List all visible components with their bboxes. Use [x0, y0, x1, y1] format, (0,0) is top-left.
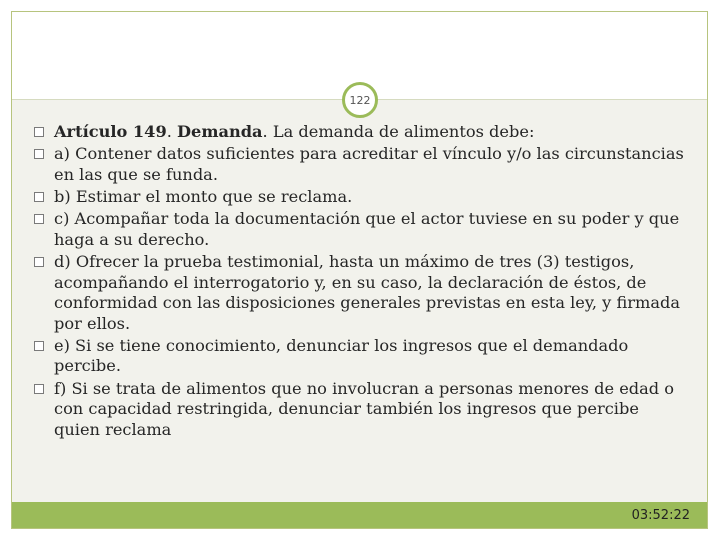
- bullet-text: f) Si se trata de alimentos que no involucran a personas menores de edad o con capacidad restringida, denunciar también los ingresos que percibe quien reclama: [54, 378, 675, 439]
- bullet-text: c) Acompañar toda la documentación que el actor tuviese en su poder y que haga a su derecho.: [54, 209, 680, 249]
- bullet-item-article-title: [34, 122, 684, 143]
- footer-bar: [12, 502, 707, 528]
- bullet-item-c: [34, 209, 684, 250]
- article-bullet-list: [34, 122, 684, 442]
- bullet-item-d: [34, 252, 684, 334]
- checkbox-bullet-icon: [34, 257, 44, 267]
- bullet-text: a) Contener datos suficientes para acreditar el vínculo y/o las circunstancias en las que se funda.: [54, 144, 684, 184]
- bullet-text: d) Ofrecer la prueba testimonial, hasta un máximo de tres (3) testigos, acompañando el interrogatorio y, en su caso, la declaración de éstos, de conformidad con las disposiciones generales previstas en esta ley, y firmada por ellos.: [54, 252, 680, 333]
- article-intro: . La demanda de alimentos debe:: [262, 122, 535, 141]
- slide-timestamp: 03:52:22: [631, 508, 690, 523]
- article-separator: .: [166, 122, 178, 141]
- checkbox-bullet-icon: [34, 127, 44, 137]
- checkbox-bullet-icon: [34, 384, 44, 394]
- page-number-badge: [342, 82, 378, 118]
- article-heading: Demanda: [177, 122, 263, 141]
- bullet-item-f: [34, 379, 684, 441]
- article-number: Artículo 149: [54, 122, 167, 141]
- bullet-text: e) Si se tiene conocimiento, denunciar los ingresos que el demandado percibe.: [54, 335, 629, 376]
- checkbox-bullet-icon: [34, 214, 44, 224]
- checkbox-bullet-icon: [34, 341, 44, 351]
- bullet-item-e: [34, 336, 684, 377]
- page-number: 122: [349, 93, 371, 107]
- checkbox-bullet-icon: [34, 149, 44, 159]
- bullet-item-a: [34, 144, 684, 185]
- bullet-text: b) Estimar el monto que se reclama.: [54, 187, 353, 207]
- checkbox-bullet-icon: [34, 192, 44, 202]
- bullet-item-b: [34, 187, 684, 208]
